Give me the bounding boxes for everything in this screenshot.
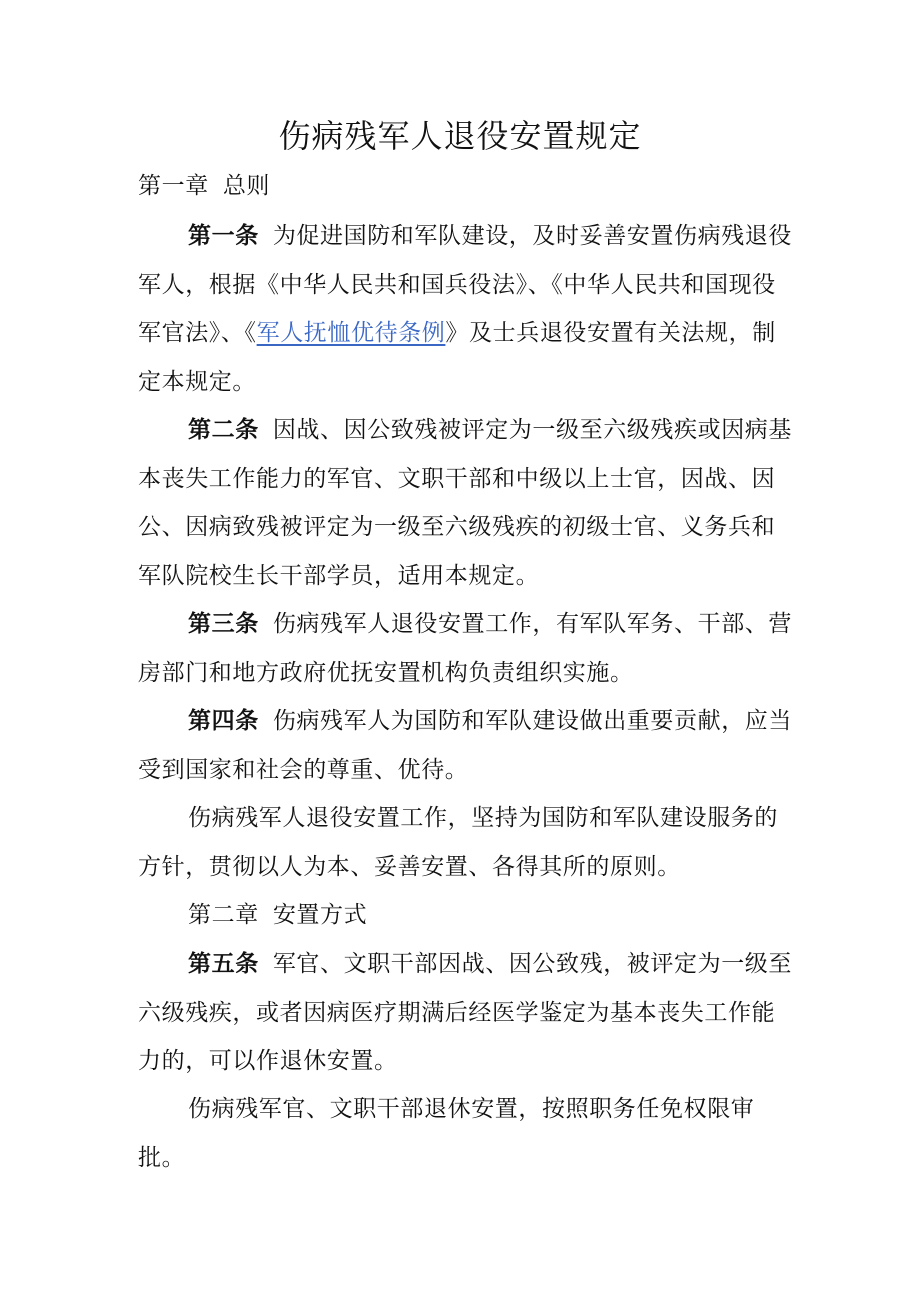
chapter-name: 总则	[222, 173, 271, 199]
document-title: 伤病残军人退役安置规定	[278, 117, 642, 155]
article-label: 第五条	[188, 950, 259, 977]
regulation-link[interactable]: 军人抚恤优待条例	[256, 320, 446, 346]
article-4	[138, 697, 798, 794]
article-label: 第二条	[188, 416, 259, 443]
paragraph-text: 伤病残军官、文职干部退休安置，按照职务任免权限审批。	[138, 1096, 755, 1171]
article-text: 为促进国防和军队建设，及时妥善安置伤病残退役军人，根据《中华人民共和国兵役法》、《中华人民共和国现役军官法》、《	[138, 223, 793, 346]
article-label: 第四条	[188, 707, 259, 734]
chapter-number: 第一章	[138, 173, 209, 199]
article-1	[138, 212, 798, 406]
paragraph-principles	[138, 794, 798, 891]
article-text-after-link: 》及士兵退役安置有关法规，制定本规定。	[138, 320, 776, 395]
chapter-name: 安置方式	[272, 902, 368, 928]
article-2	[138, 406, 798, 600]
article-text: 因战、因公致残被评定为一级至六级残疾或因病基本丧失工作能力的军官、文职干部和中级以上士官，因战、因公、因病致残被评定为一级至六级残疾的初级士官、义务兵和军队院校生长干部学员，适用本规定。	[138, 417, 793, 589]
article-3	[138, 600, 798, 697]
article-label: 第一条	[188, 222, 259, 249]
article-text: 伤病残军人为国防和军队建设做出重要贡献，应当受到国家和社会的尊重、优待。	[138, 708, 793, 783]
article-text: 伤病残军人退役安置工作，有军队军务、干部、营房部门和地方政府优抚安置机构负责组织实施。	[138, 611, 793, 686]
chapter-number: 第二章	[188, 902, 259, 928]
chapter-heading-1	[138, 162, 270, 210]
article-5	[138, 940, 798, 1086]
article-label: 第三条	[188, 610, 259, 637]
article-text: 军官、文职干部因战、因公致残，被评定为一级至六级残疾，或者因病医疗期满后经医学鉴定为基本丧失工作能力的，可以作退休安置。	[138, 951, 793, 1074]
paragraph-text: 伤病残军人退役安置工作，坚持为国防和军队建设服务的方针，贯彻以人为本、妥善安置、各得其所的原则。	[138, 805, 778, 880]
paragraph-approval	[138, 1085, 798, 1182]
chapter-heading-2	[138, 891, 798, 940]
